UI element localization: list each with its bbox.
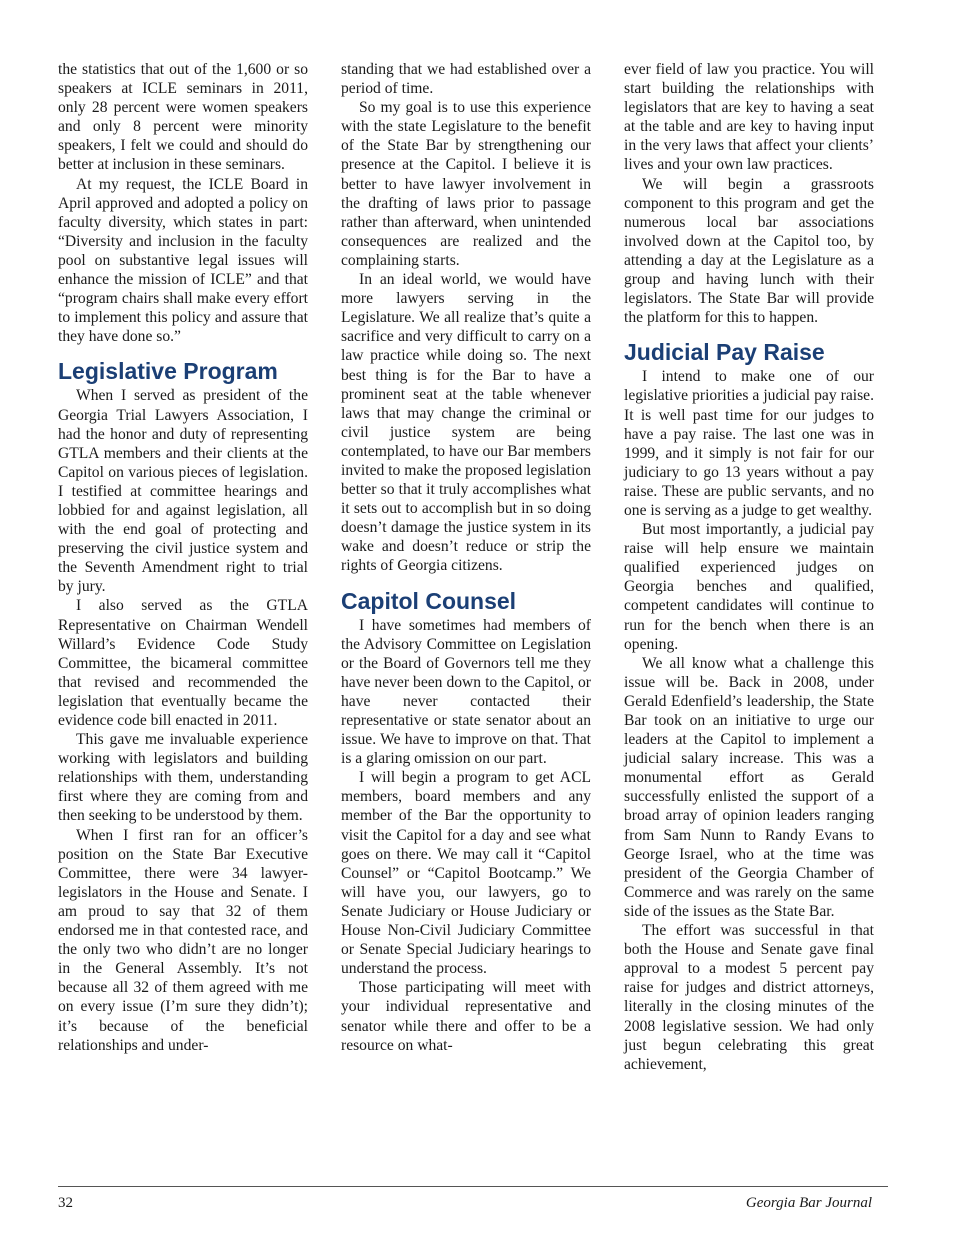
- text-column-3: [624, 60, 874, 1074]
- body-paragraph: The effort was successful in that both the House and Senate gave final approval to a modest 5 percent pay raise for judges and district attorneys, literally in the closing minutes of the 2008 legislative session. We had only just begun celebrating this great achievement,: [624, 922, 874, 1073]
- section-heading: Legislative Program: [58, 358, 278, 385]
- body-paragraph: the statistics that out of the 1,600 or so speakers at ICLE seminars in 2011, only 28 percent were women speakers and only 8 percent were minority speakers, I felt we could and should do better at inclusion in these seminars.: [58, 61, 308, 174]
- body-paragraph: I have sometimes had members of the Advisory Committee on Legislation or the Board of Governors tell me they have never been down to the Capitol, or have never contacted their representative or state senator about an issue. We have to improve on that. That is a glaring omission on our part.: [341, 616, 591, 768]
- body-paragraph: I will begin a program to get ACL members, board members and any member of the Bar the opportunity to visit the Capitol for a day and see what goes on there. We may call it “Capitol Counsel” or “Capitol Bootcamp.” We will have you, our lawyers, go to Senate Judiciary or House Judiciary or House Non-Civil Judiciary Committee or Senate Special Judiciary hearings to understand the process.: [341, 769, 591, 978]
- section-heading: Judicial Pay Raise: [624, 339, 825, 366]
- body-paragraph: In an ideal world, we would have more lawyers serving in the Legislature. We all realize that’s quite a sacrifice and very difficult to carry on a law practice while doing so. The next best thing is for the Bar to have a prominent seat at the table whenever laws that may change the criminal or civil justice system are being contemplated, to have our Bar members invited to make the proposed legislation better so that it truly accomplishes what it sets out to accomplish but in so doing doesn’t damage the justice system in its wake and doesn’t reduce or strip the rights of Georgia citizens.: [341, 271, 591, 575]
- body-paragraph: So my goal is to use this experience with the state Legislature to the benefit of the State Bar by strengthening our presence at the Capitol. I believe it is better to have lawyer involvement in the drafting of laws prior to passage rather than afterward, when unintended consequences are realized and the complaining starts.: [341, 99, 591, 269]
- body-paragraph: I also served as the GTLA Representative on Chairman Wendell Willard’s Evidence Code Study Committee, the bicameral committee that revised and recommended the legislation that eventually became the evidence code bill enacted in 2011.: [58, 597, 308, 729]
- section-heading: Capitol Counsel: [341, 587, 517, 614]
- body-paragraph: Those participating will meet with your individual representative and senator while there and offer to be a resource on what-: [341, 979, 591, 1054]
- text-column-1: [58, 60, 308, 1055]
- page-number: 32: [58, 1195, 73, 1211]
- body-paragraph: standing that we had established over a period of time.: [341, 61, 591, 98]
- body-paragraph: This gave me invaluable experience working with legislators and building relationships with them, understanding first where they are coming from and then seeking to be understood by them.: [58, 731, 308, 825]
- body-paragraph: ever field of law you practice. You will start building the relationships with legislators that are key to having a seat at the table and are key to having input in the very laws that affect your clients’ lives and your own law practices.: [624, 61, 874, 174]
- body-paragraph: We all know what a challenge this issue will be. Back in 2008, under Gerald Edenfield’s leadership, the State Bar took on an initiative to urge our leaders at the Capitol to implement a judicial salary increase. This was a monumental effort as Gerald successfully enlisted the support of a broad array of opinion leaders ranging from Sam Nunn to Randy Evans to George Israel, who at the time was president of the Georgia Chamber of Commerce and was rarely on the same side of the issues as the State Bar.: [624, 654, 874, 920]
- body-paragraph: I intend to make one of our legislative priorities a judicial pay raise. It is well past time for our judges to have a pay raise. The last one was in 1999, and it simply is not fair for our judiciary to go 13 years without a pay raise. These are public servants, and no one is serving as a judge to get wealthy.: [624, 368, 874, 519]
- body-paragraph: We will begin a grassroots component to this program and get the numerous local bar associations involved down at the Capitol too, by attending a day at the Legislature as a group and having lunch with their legislators. The State Bar will provide the platform for this to happen.: [624, 175, 874, 327]
- body-paragraph: When I first ran for an officer’s position on the State Bar Executive Committee, there were 34 lawyer-legislators in the House and Senate. I am proud to say that 32 of them endorsed me in that contested race, and the only two who didn’t are no longer in the General Assembly. It’s not because all 32 of them agreed with me on every issue (I’m sure they didn’t); it’s because of the beneficial relationships and under-: [58, 826, 308, 1054]
- body-paragraph: When I served as president of the Georgia Trial Lawyers Association, I had the honor and duty of representing GTLA members and their clients at the Capitol on various pieces of legislation. I testified at committee hearings and lobbied for and against legislation, all with the end goal of protecting and preserving the civil justice system and the Seventh Amendment right to trial by jury.: [58, 387, 308, 596]
- text-column-2: [341, 60, 591, 1055]
- journal-name: Georgia Bar Journal: [745, 1195, 872, 1211]
- body-paragraph: At my request, the ICLE Board in April approved and adopted a policy on faculty diversity, which states in part: “Diversity and inclusion in the faculty pool on substantive legal issues will enhance the mission of ICLE” and that “program chairs shall make every effort to implement this policy and assure that they have done so.”: [58, 175, 308, 346]
- footer-rule: [58, 1186, 888, 1187]
- body-paragraph: But most importantly, a judicial pay raise will help ensure we maintain qualified experienced judges on Georgia benches and qualified, competent candidates will continue to run for the bench when there is an opening.: [624, 521, 874, 653]
